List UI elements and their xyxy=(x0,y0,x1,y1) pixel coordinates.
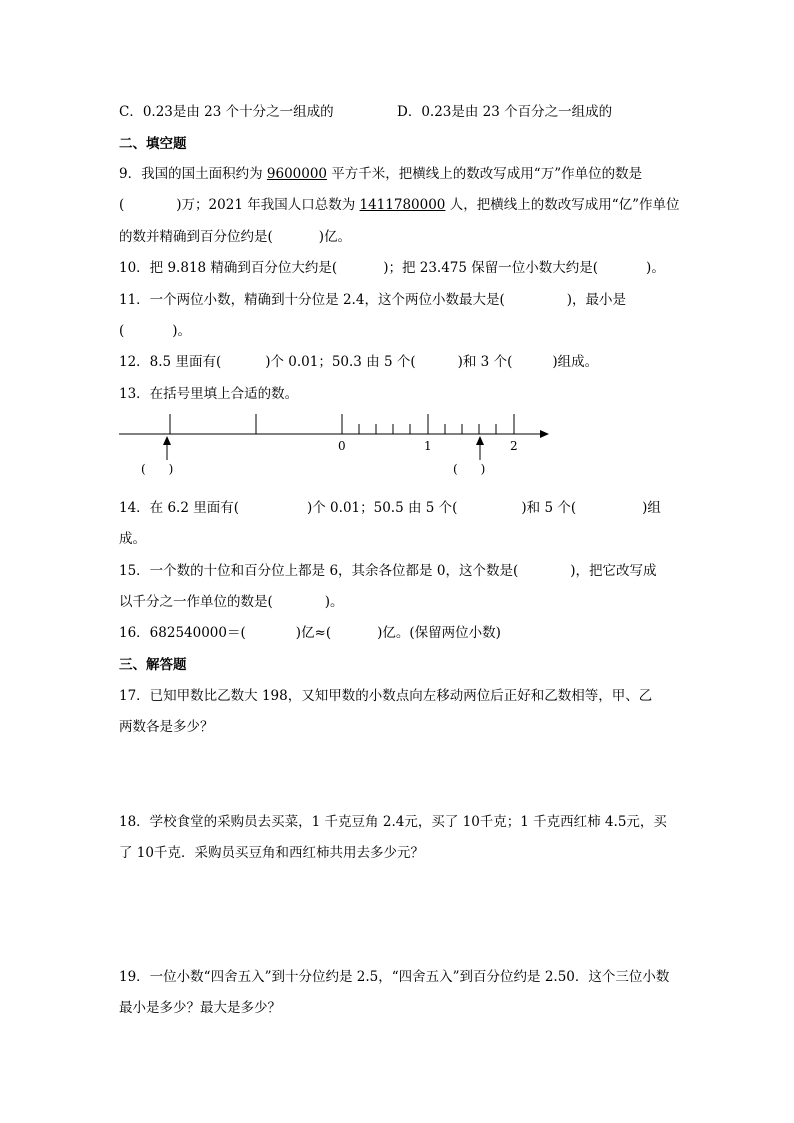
q15-text: )，把它改写成 xyxy=(570,563,657,579)
question-15-line-2 xyxy=(119,592,344,612)
option-d: D．0.23是由 23 个百分之一组成的 xyxy=(397,104,613,120)
q15-text: 15．一个数的十位和百分位上都是 6，其余各位都是 0，这个数是( xyxy=(119,563,519,579)
q9-underlined-number: 1411780000 xyxy=(359,197,446,213)
section-fill-blanks: 二、填空题 xyxy=(119,136,187,152)
question-15-line-1 xyxy=(119,561,657,581)
q9-text: 的数并精确到百分位约是( xyxy=(119,229,273,245)
question-9-line-1 xyxy=(119,164,642,184)
q14-text: 14．在 6.2 里面有( xyxy=(119,500,239,516)
question-9-line-3 xyxy=(119,227,351,247)
answer-paren-left[interactable]: ( ) xyxy=(141,462,174,476)
q11-text: ( xyxy=(119,323,125,339)
q14-text: )个 0.01；50.5 由 5 个( xyxy=(307,500,458,516)
q12-text: )和 3 个( xyxy=(457,354,513,370)
arrow-up-icon xyxy=(476,436,484,445)
q12-text: 12．8.5 里面有( xyxy=(119,354,222,370)
question-19-line-1: 19．一位小数“四舍五入”到十分位约是 2.5，“四舍五入”到百分位约是 2.50．这个三位小数 xyxy=(119,969,670,985)
q15-text: )。 xyxy=(324,594,344,610)
q9-text: )万；2021 年我国人口总数为 xyxy=(176,197,360,213)
q12-text: )个 0.01；50.3 由 5 个( xyxy=(265,354,416,370)
tick-label-2: 2 xyxy=(510,439,518,453)
q9-text: ( xyxy=(119,197,125,213)
answer-paren-right[interactable]: ( ) xyxy=(453,462,486,476)
q16-text: 16．682540000＝( xyxy=(119,625,246,641)
q9-text: 人，把横线上的数改写成用“亿”作单位 xyxy=(445,197,680,213)
tick-label-0: 0 xyxy=(338,439,346,453)
question-12 xyxy=(119,352,598,372)
q11-text: )。 xyxy=(172,323,192,339)
section-answer-questions: 三、解答题 xyxy=(119,657,187,673)
arrow-up-icon xyxy=(163,436,171,445)
question-17-line-1: 17．已知甲数比乙数大 198，又知甲数的小数点向左移动两位后正好和乙数相等，甲、乙 xyxy=(119,688,653,704)
number-line-arrowhead xyxy=(540,430,549,438)
number-line-figure xyxy=(0,400,794,490)
q10-text: )。 xyxy=(646,260,665,276)
q9-underlined-number: 9600000 xyxy=(266,166,328,182)
question-18-line-1: 18．学校食堂的采购员去买菜，1 千克豆角 2.4元，买了 10千克；1 千克西红柿 4.5元，买 xyxy=(119,814,667,830)
q11-text: 11．一个两位小数，精确到十分位是 2.4，这个两位小数最大是( xyxy=(119,292,505,308)
question-10 xyxy=(119,258,665,278)
q10-text: )；把 23.475 保留一位小数大约是( xyxy=(383,260,599,276)
q14-text: )和 5 个( xyxy=(521,500,577,516)
q16-text: )亿≈( xyxy=(295,625,332,641)
question-19-line-2: 最小是多少？最大是多少？ xyxy=(119,1000,281,1016)
question-13: 13．在括号里填上合适的数。 xyxy=(119,386,299,402)
question-11-line-2 xyxy=(119,321,191,341)
q14-text: )组 xyxy=(642,500,661,516)
q9-text: 9．我国的国土面积约为 xyxy=(119,166,267,182)
q10-text: 10．把 9.818 精确到百分位大约是( xyxy=(119,260,338,276)
question-11-line-1 xyxy=(119,290,626,310)
q11-text: )，最小是 xyxy=(566,292,626,308)
question-9-line-2 xyxy=(119,195,680,215)
question-14-line-2: 成。 xyxy=(119,531,146,547)
q9-text: )亿。 xyxy=(318,229,352,245)
tick-label-1: 1 xyxy=(424,439,432,453)
question-17-line-2: 两数各是多少？ xyxy=(119,719,214,735)
q9-text: 平方千米，把横线上的数改写成用“万”作单位的数是 xyxy=(327,166,643,182)
question-18-line-2: 了 10千克．采购员买豆角和西红柿共用去多少元？ xyxy=(119,845,424,861)
question-16 xyxy=(119,623,501,643)
option-c: C．0.23是由 23 个十分之一组成的 xyxy=(119,104,334,120)
q16-text: )亿。(保留两位小数) xyxy=(377,625,501,641)
q15-text: 以千分之一作单位的数是( xyxy=(119,594,273,610)
question-14-line-1 xyxy=(119,498,661,518)
q12-text: )组成。 xyxy=(552,354,599,370)
